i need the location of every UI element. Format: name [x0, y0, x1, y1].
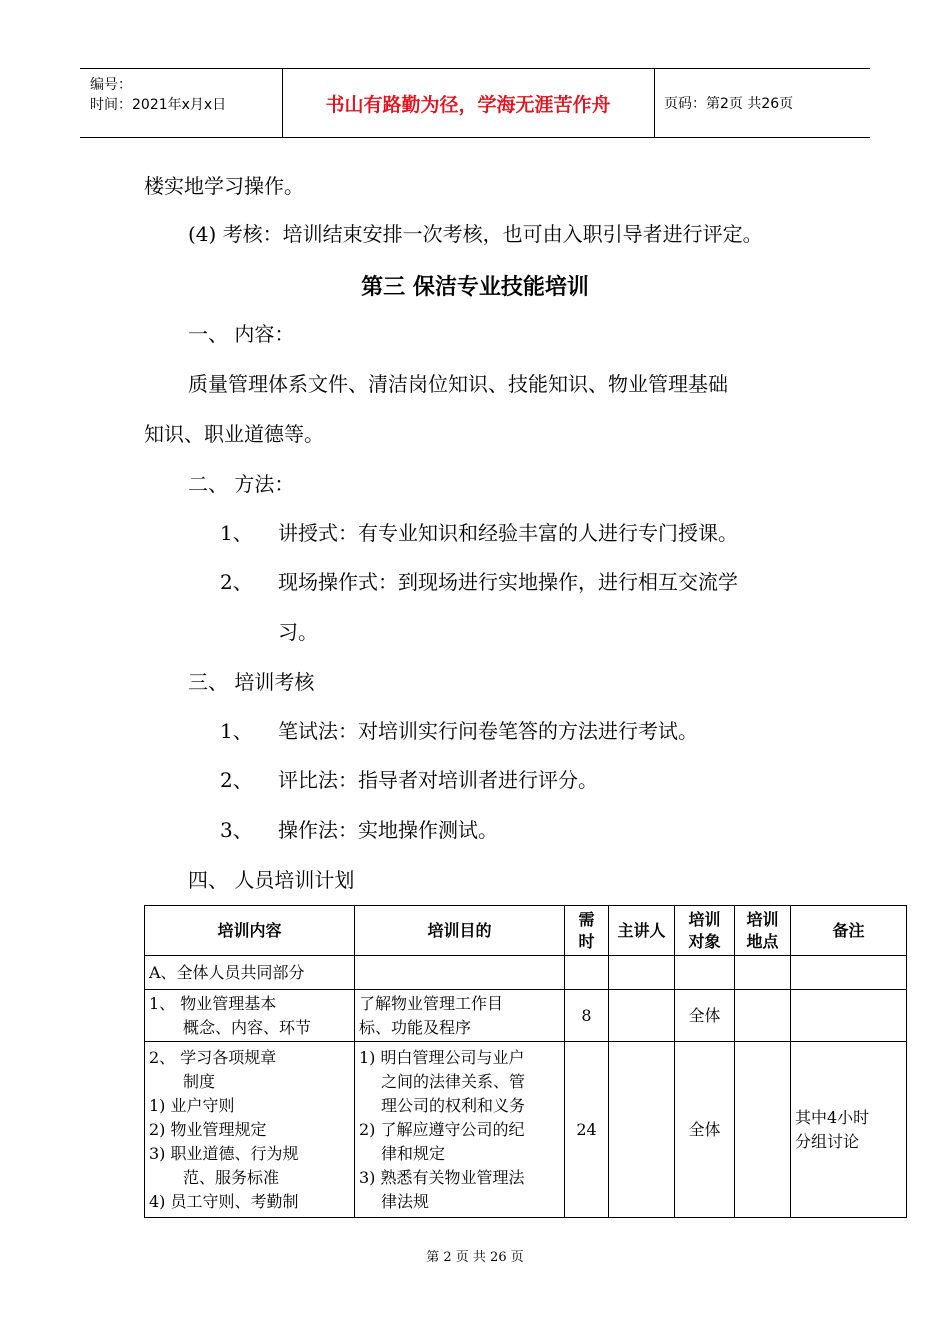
header-number-label: 编号： — [90, 77, 132, 93]
header-meta — [90, 75, 226, 115]
assess-2: 评比法：指导者对培训者进行评分。 — [278, 768, 598, 792]
assess-1-num: 1、 — [220, 719, 253, 743]
table-row — [145, 990, 907, 1042]
method-1-num: 1、 — [220, 521, 253, 545]
row1-content: 1、 物业管理基本 概念、内容、环节 — [145, 990, 355, 1042]
method-1: 讲授式：有专业知识和经验丰富的人进行专门授课。 — [278, 521, 738, 545]
training-plan-table — [144, 905, 907, 1218]
method-2-num: 2、 — [220, 570, 253, 594]
row2-note: 其中4小时 分组讨论 — [791, 1042, 907, 1218]
assess-3: 操作法：实地操作测试。 — [278, 818, 498, 842]
header-divider — [654, 69, 655, 137]
body-line: (4) 考核：培训结束安排一次考核，也可由入职引导者进行评定。 — [188, 222, 763, 246]
method-2-cont: 习。 — [278, 620, 318, 644]
method-2: 现场操作式：到现场进行实地操作，进行相互交流学 — [278, 570, 738, 594]
content-text: 质量管理体系文件、清洁岗位知识、技能知识、物业管理基础 — [188, 372, 728, 396]
section-a-label: A、全体人员共同部分 — [145, 956, 355, 990]
col-header-target: 培训 对象 — [675, 906, 735, 956]
row1-purpose: 了解物业管理工作目 标、功能及程序 — [355, 990, 565, 1042]
header-time-label: 时间：2021年x月x日 — [90, 97, 227, 113]
table-row — [145, 1042, 907, 1218]
col-header-purpose: 培训目的 — [355, 906, 565, 956]
col-header-place: 培训 地点 — [735, 906, 791, 956]
assess-3-num: 3、 — [220, 818, 253, 842]
assess-heading: 三、 培训考核 — [188, 670, 315, 694]
col-header-content: 培训内容 — [145, 906, 355, 956]
content-text: 知识、职业道德等。 — [144, 422, 324, 446]
header-page-info: 页码：第2页 共26页 — [664, 96, 794, 112]
section-title: 第三 保洁专业技能培训 — [361, 275, 589, 300]
col-header-lecturer: 主讲人 — [609, 906, 675, 956]
assess-2-num: 2、 — [220, 768, 253, 792]
row2-content: 2、 学习各项规章 制度 1) 业户守则 2) 物业管理规定 3) 职业道德、行为规 范、服务标准 4) 员工守则、考勤制 — [145, 1042, 355, 1218]
header-motto: 书山有路勤为径，学海无涯苦作舟 — [325, 93, 611, 116]
assess-1: 笔试法：对培训实行问卷笔答的方法进行考试。 — [278, 719, 698, 743]
method-heading: 二、 方法： — [188, 472, 295, 496]
col-header-hours: 需 时 — [565, 906, 609, 956]
row2-purpose: 1) 明白管理公司与业户 之间的法律关系、管 理公司的权利和义务 2) 了解应遵守公司的纪 律和规定 3) 熟悉有关物业管理法 律法规 — [355, 1042, 565, 1218]
row1-target: 全体 — [675, 990, 735, 1042]
row2-hours: 24 — [565, 1042, 609, 1218]
page-header — [80, 68, 870, 138]
body-line: 楼实地学习操作。 — [144, 174, 304, 198]
row2-target: 全体 — [675, 1042, 735, 1218]
table-row — [145, 956, 907, 990]
row1-hours: 8 — [565, 990, 609, 1042]
page-footer: 第 2 页 共 26 页 — [426, 1250, 524, 1265]
col-header-note: 备注 — [791, 906, 907, 956]
plan-heading: 四、 人员培训计划 — [188, 868, 355, 892]
content-heading: 一、 内容： — [188, 322, 295, 346]
table-header-row — [145, 906, 907, 956]
